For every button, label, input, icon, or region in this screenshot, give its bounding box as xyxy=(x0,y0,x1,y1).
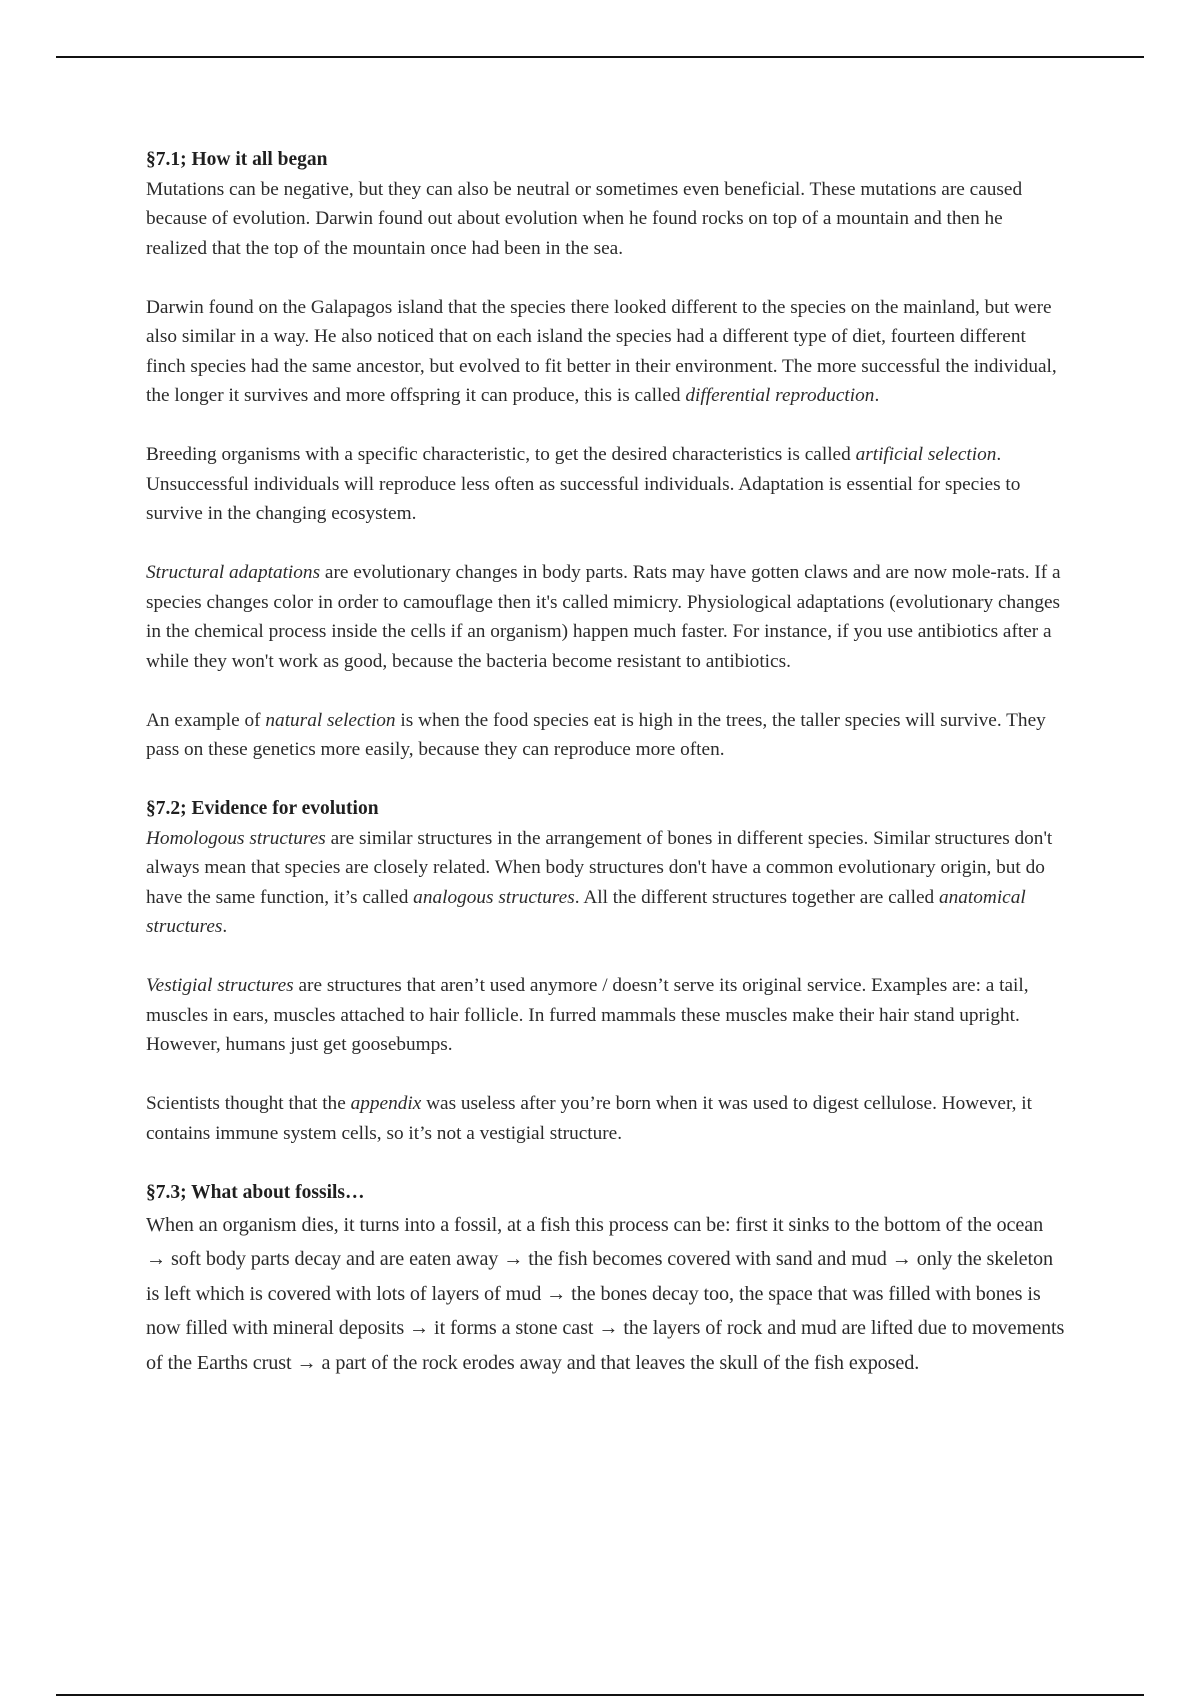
section-how-it-all-began xyxy=(146,145,1066,765)
italic-term: Vestigial structures xyxy=(146,975,294,996)
paragraph-text: are evolutionary changes in body parts. Rats may have gotten claws and are now mole-rats. If a species changes color in order to camouflage then it's called mimicry. Physiological adaptations (evolutionary changes in the chemical process inside the cells if an organism) happen much faster. For instance, if you use antibiotics after a while they won't work as good, because the bacteria become resistant to antibiotics. xyxy=(146,562,1061,672)
italic-term: analogous structures xyxy=(413,886,575,908)
paragraph-text: are similar structures in the arrangement of bones in different species. Similar structures don't always mean that species are closely related. When body structures don't have a common evolutionary origin, but do have the same function, it’s called xyxy=(146,827,1053,908)
paragraph xyxy=(146,706,1066,765)
paragraph-text: An example of xyxy=(146,709,266,731)
section-heading: §7.1; How it all began xyxy=(146,149,328,170)
paragraph-text: Scientists thought that the xyxy=(146,1093,351,1114)
paragraph xyxy=(146,824,1066,942)
page-bottom-rule xyxy=(56,1694,1144,1696)
paragraph-text: When an organism dies, it turns into a fossil, at a fish this process can be: first it sinks to the bottom of the ocean → soft body parts decay and are eaten away → the fish becomes covered with sand and mud → only the skeleton is left which is covered with lots of layers of mud → the bones decay too, the space that was filled with bones is now filled with mineral deposits → it forms a stone cast → the layers of rock and mud are lifted due to movements of the Earths crust → a part of the rock erodes away and that leaves the skull of the fish exposed. xyxy=(146,1213,1065,1374)
italic-term: anatomical structures xyxy=(146,886,1026,937)
document-body xyxy=(146,145,1066,1410)
paragraph xyxy=(146,558,1066,676)
paragraph-text: . xyxy=(874,385,880,406)
paragraph-text: Mutations can be negative, but they can also be neutral or sometimes even beneficial. These mutations are caused because of evolution. Darwin found out about evolution when he found rocks on top of a mountain and then he realized that the top of the mountain once had been in the sea. xyxy=(146,178,1023,259)
paragraph-text: . xyxy=(222,916,228,937)
paragraph-text: is when the food species eat is high in the trees, the taller species will survive. They pass on these genetics more easily, because they can reproduce more often. xyxy=(146,709,1046,760)
paragraph xyxy=(146,971,1066,1060)
paragraph-text: . Unsuccessful individuals will reproduce less often as successful individuals. Adaptation is essential for species to survive in the changing ecosystem. xyxy=(146,444,1021,524)
section-what-about-fossils xyxy=(146,1178,1066,1381)
page-top-rule xyxy=(56,56,1144,58)
paragraph-text: . All the different structures together are called xyxy=(574,886,939,908)
paragraph-text: are structures that aren’t used anymore / doesn’t serve its original service. Examples are: a tail, muscles in ears, muscles attached to hair follicle. In furred mammals these muscles make their hair stand upright. However, humans just get goosebumps. xyxy=(146,975,1029,1055)
paragraph xyxy=(146,175,1066,264)
italic-term: Structural adaptations xyxy=(146,562,321,583)
paragraph xyxy=(146,1208,1066,1381)
paragraph-text: Darwin found on the Galapagos island that the species there looked different to the species on the mainland, but were also similar in a way. He also noticed that on each island the species had a different type of diet, fourteen different finch species had the same ancestor, but evolved to fit better in their environment. The more successful the individual, the longer it survives and more offspring it can produce, this is called xyxy=(146,296,1057,406)
italic-term: artificial selection xyxy=(855,444,997,465)
italic-term: appendix xyxy=(350,1093,422,1114)
paragraph-text: Breeding organisms with a specific characteristic, to get the desired characteristics is called xyxy=(146,444,856,465)
italic-term: Homologous structures xyxy=(146,827,326,849)
paragraph-text: was useless after you’re born when it was used to digest cellulose. However, it contains immune system cells, so it’s not a vestigial structure. xyxy=(146,1093,1032,1144)
italic-term: natural selection xyxy=(265,709,396,731)
section-heading: §7.2; Evidence for evolution xyxy=(146,798,379,819)
paragraph xyxy=(146,293,1066,411)
paragraph xyxy=(146,440,1066,529)
section-heading: §7.3; What about fossils… xyxy=(146,1181,365,1203)
italic-term: differential reproduction xyxy=(685,385,875,406)
section-evidence-for-evolution xyxy=(146,794,1066,1148)
paragraph xyxy=(146,1089,1066,1148)
